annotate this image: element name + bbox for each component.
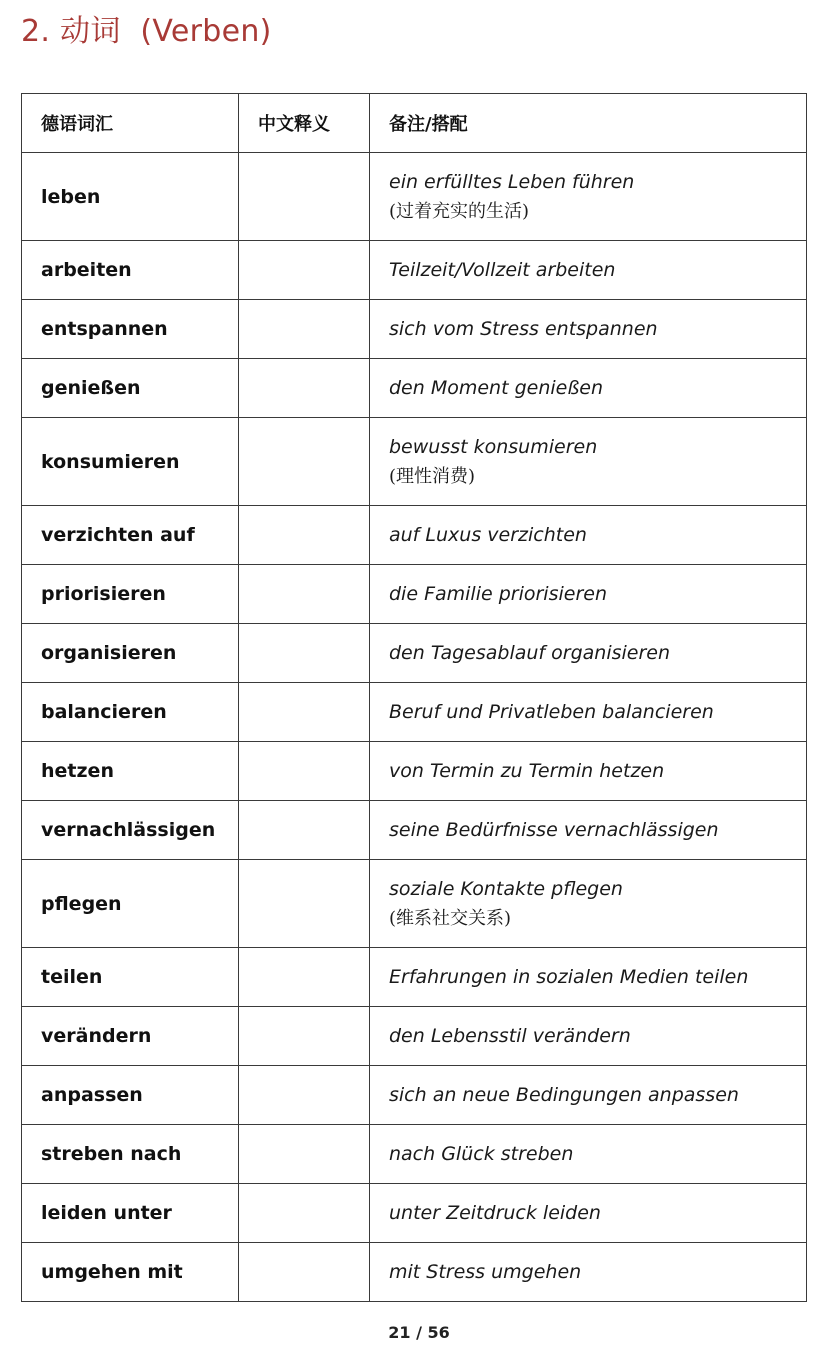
table-row: [22, 1007, 807, 1066]
chinese-meaning-cell: [239, 860, 370, 948]
page-indicator: 21 / 56: [388, 1323, 450, 1342]
table-row: [22, 742, 807, 801]
header-chinese-meaning: 中文释义: [239, 94, 370, 153]
collocation-text: nach Glück streben: [389, 1143, 574, 1165]
table-header-row: [22, 94, 807, 153]
chinese-meaning-cell: [239, 801, 370, 860]
note-cell: [370, 359, 807, 418]
table-row: [22, 241, 807, 300]
table-row: [22, 948, 807, 1007]
collocation-text: Teilzeit/Vollzeit arbeiten: [389, 259, 616, 281]
collocation-text: den Moment genießen: [389, 377, 604, 399]
note-cell: [370, 742, 807, 801]
german-word: hetzen: [22, 742, 239, 801]
chinese-meaning-cell: [239, 1243, 370, 1302]
note-cell: [370, 683, 807, 742]
chinese-meaning-cell: [239, 153, 370, 241]
note-cell: [370, 1066, 807, 1125]
chinese-meaning-cell: [239, 359, 370, 418]
collocation-translation: (理性消费): [389, 465, 476, 487]
table-row: [22, 1125, 807, 1184]
collocation-text: ein erfülltes Leben führen: [389, 170, 635, 193]
table-row: [22, 801, 807, 860]
german-word: pflegen: [22, 860, 239, 948]
german-word: teilen: [22, 948, 239, 1007]
german-word: genießen: [22, 359, 239, 418]
note-cell: [370, 801, 807, 860]
note-cell: [370, 860, 807, 948]
chinese-meaning-cell: [239, 1007, 370, 1066]
german-word: arbeiten: [22, 241, 239, 300]
table-row: [22, 300, 807, 359]
note-cell: [370, 624, 807, 683]
collocation-text: bewusst konsumieren: [389, 435, 598, 458]
chinese-meaning-cell: [239, 1066, 370, 1125]
german-word: umgehen mit: [22, 1243, 239, 1302]
table-row: [22, 683, 807, 742]
collocation-text: soziale Kontakte pflegen: [389, 877, 623, 900]
chinese-meaning-cell: [239, 1125, 370, 1184]
german-word: konsumieren: [22, 418, 239, 506]
german-word: vernachlässigen: [22, 801, 239, 860]
collocation-text: seine Bedürfnisse vernachlässigen: [389, 819, 719, 841]
table-row: [22, 565, 807, 624]
german-word: leben: [22, 153, 239, 241]
german-word: leiden unter: [22, 1184, 239, 1243]
german-word: entspannen: [22, 300, 239, 359]
german-word: priorisieren: [22, 565, 239, 624]
table-row: [22, 359, 807, 418]
table-row: [22, 1066, 807, 1125]
chinese-meaning-cell: [239, 1184, 370, 1243]
collocation-text: Erfahrungen in sozialen Medien teilen: [389, 966, 749, 988]
collocation-text: den Tagesablauf organisieren: [389, 642, 671, 664]
chinese-meaning-cell: [239, 624, 370, 683]
collocation-text: die Familie priorisieren: [389, 583, 607, 605]
chinese-meaning-cell: [239, 300, 370, 359]
collocation-translation: (维系社交关系): [389, 907, 512, 929]
german-word: verändern: [22, 1007, 239, 1066]
table-row: [22, 1243, 807, 1302]
german-word: verzichten auf: [22, 506, 239, 565]
chinese-meaning-cell: [239, 565, 370, 624]
note-cell: [370, 565, 807, 624]
note-cell: [370, 418, 807, 506]
note-cell: [370, 948, 807, 1007]
table-row: [22, 624, 807, 683]
collocation-text: den Lebensstil verändern: [389, 1025, 631, 1047]
german-word: balancieren: [22, 683, 239, 742]
collocation-text: von Termin zu Termin hetzen: [389, 760, 665, 782]
collocation-text: sich an neue Bedingungen anpassen: [389, 1084, 739, 1106]
header-notes: 备注/搭配: [370, 94, 807, 153]
chinese-meaning-cell: [239, 742, 370, 801]
table-row: [22, 1184, 807, 1243]
chinese-meaning-cell: [239, 418, 370, 506]
chinese-meaning-cell: [239, 683, 370, 742]
table-body: [22, 153, 807, 1302]
collocation-text: unter Zeitdruck leiden: [389, 1202, 601, 1224]
section-title: 2. 动词 (Verben): [21, 14, 272, 49]
vocabulary-table: [21, 93, 807, 1302]
collocation-text: auf Luxus verzichten: [389, 524, 587, 546]
header-german-word: 德语词汇: [22, 94, 239, 153]
note-cell: [370, 300, 807, 359]
collocation-text: mit Stress umgehen: [389, 1261, 582, 1283]
table-row: [22, 506, 807, 565]
collocation-text: Beruf und Privatleben balancieren: [389, 701, 714, 723]
note-cell: [370, 1125, 807, 1184]
note-cell: [370, 1184, 807, 1243]
note-cell: [370, 241, 807, 300]
german-word: organisieren: [22, 624, 239, 683]
german-word: anpassen: [22, 1066, 239, 1125]
note-cell: [370, 153, 807, 241]
chinese-meaning-cell: [239, 241, 370, 300]
note-cell: [370, 506, 807, 565]
table-row: [22, 860, 807, 948]
chinese-meaning-cell: [239, 506, 370, 565]
collocation-translation: (过着充实的生活): [389, 200, 530, 222]
table-row: [22, 153, 807, 241]
note-cell: [370, 1243, 807, 1302]
collocation-text: sich vom Stress entspannen: [389, 318, 658, 340]
note-cell: [370, 1007, 807, 1066]
chinese-meaning-cell: [239, 948, 370, 1007]
table-row: [22, 418, 807, 506]
german-word: streben nach: [22, 1125, 239, 1184]
